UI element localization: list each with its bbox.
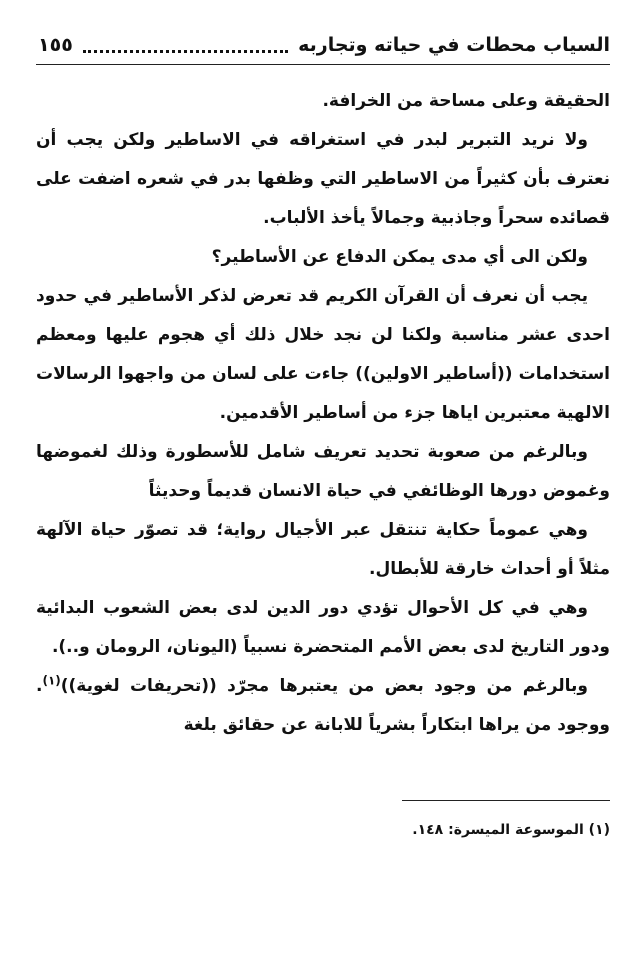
paragraph-8 — [36, 667, 610, 745]
header-rule — [36, 64, 610, 65]
paragraph-8-text-end: . ووجود من يراها ابتكاراً بشرياً للابانة عن حقائق بلغة — [36, 676, 610, 735]
paragraph-2: ولا نريد التبرير لبدر في استغراقه في الاساطير ولكن يجب أن نعترف بأن كثيراً من الاساطير التي وظفها بدر في شعره اضفت على قصائده سحراً وجاذبية وجمالاً يأخذ الألباب. — [36, 130, 610, 228]
header-title: السياب محطات في حياته وتجاربه — [298, 34, 610, 56]
header-dot-leader — [83, 50, 288, 53]
footnote-reference: (١) — [42, 673, 61, 688]
footnote-separator — [402, 800, 610, 801]
paragraph-7: وهي في كل الأحوال تؤدي دور الدين لدى بعض الشعوب البدائية ودور التاريخ لدى بعض الأمم المتحضرة نسبياً (اليونان، الرومان و..). — [36, 598, 610, 657]
body-text — [36, 82, 610, 745]
paragraph-4: يجب أن نعرف أن القرآن الكريم قد تعرض لذكر الأساطير في حدود احدى عشر مناسبة ولكنا لن نجد خلال ذلك أي هجوم عليها ومعظم استخدامات ((أساطير الاولين)) جاءت على لسان من واجهوا الرسالات الالهية معتبرين اياها جزء من أساطير الأقدمين. — [36, 286, 610, 423]
page-number: ١٥٥ — [38, 34, 73, 56]
paragraph-1: الحقيقة وعلى مساحة من الخرافة. — [322, 91, 610, 111]
footnote: (١) الموسوعة الميسرة: ١٤٨. — [412, 822, 610, 838]
paragraph-6: وهي عموماً حكاية تنتقل عبر الأجيال رواية؛ قد تصوّر حياة الآلهة مثلاً أو أحداث خارقة للأبطال. — [36, 520, 610, 579]
paragraph-8-text-start: وبالرغم من وجود بعض من يعتبرها مجرّد ((تحريفات لغوية)) — [60, 676, 588, 696]
paragraph-5: وبالرغم من صعوبة تحديد تعريف شامل للأسطورة وذلك لغموضها وغموض دورها الوظائفي في حياة الانسان قديماً وحديثاً — [36, 442, 610, 501]
running-header — [38, 30, 610, 60]
paragraph-3: ولكن الى أي مدى يمكن الدفاع عن الأساطير؟ — [211, 247, 588, 267]
